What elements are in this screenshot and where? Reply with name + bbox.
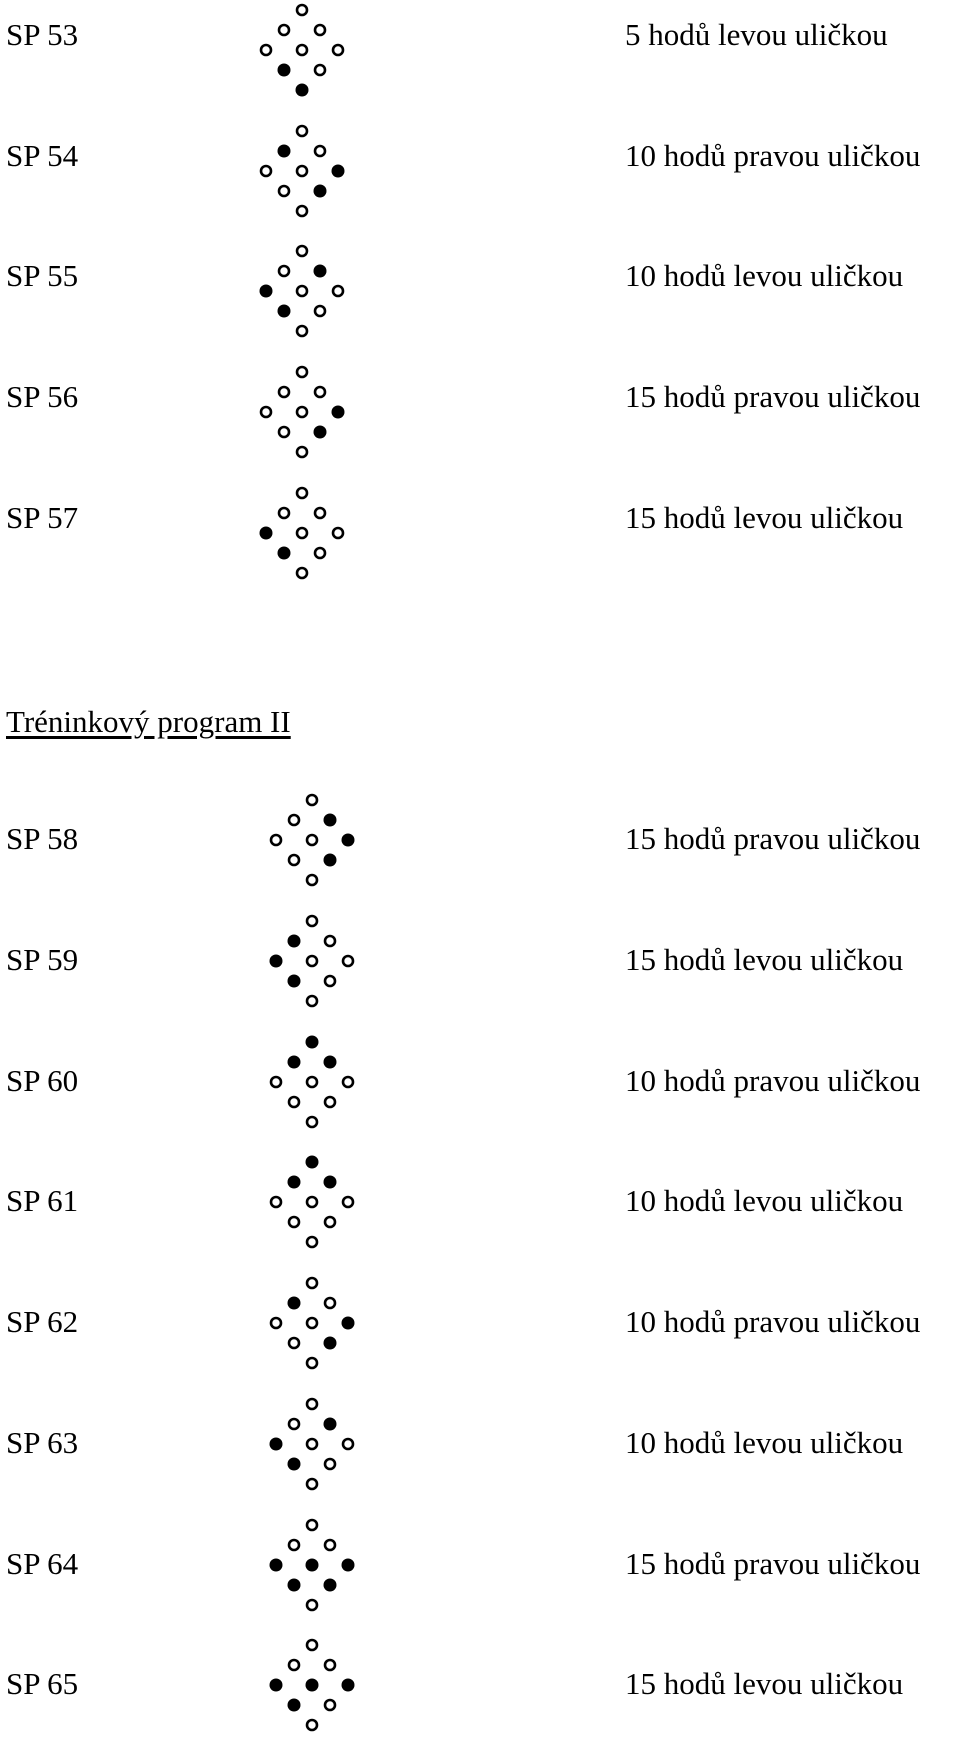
pin-open-right-3 [343,1077,353,1087]
exercise-row [0,1287,960,1397]
pin-open-right-4 [315,548,325,558]
pin-open-left-3 [271,1318,281,1328]
pin-open-right-3 [343,956,353,966]
pin-filled-left-4 [288,1579,301,1592]
exercise-code: SP 60 [6,1063,79,1098]
pin-open-left-2 [279,266,289,276]
pin-open-front [297,488,307,498]
pin-open-right-3 [333,45,343,55]
pin-filled-left-3 [270,1679,283,1692]
pin-open-rear [307,1600,317,1610]
pin-diagram [260,237,380,347]
pin-open-left-3 [261,166,271,176]
pin-open-rear [297,206,307,216]
pin-filled-left-3 [270,1438,283,1451]
pin-open-center-3 [297,407,307,417]
pin-diagram [270,1631,390,1741]
pin-filled-right-2 [314,265,327,278]
pin-open-left-4 [279,427,289,437]
pin-open-rear [307,996,317,1006]
pin-open-left-2 [279,387,289,397]
pin-open-center-3 [297,45,307,55]
exercise-code: SP 57 [6,500,79,535]
exercise-code: SP 62 [6,1304,79,1339]
pin-diagram [270,1028,390,1138]
pin-filled-left-4 [278,64,291,77]
exercise-code: SP 63 [6,1425,79,1460]
pin-diagram [260,0,380,106]
pin-open-center-3 [307,835,317,845]
pin-filled-left-3 [260,285,273,298]
pin-open-right-4 [325,976,335,986]
pin-filled-center-3 [306,1679,319,1692]
pin-open-center-3 [307,1077,317,1087]
exercise-row [0,121,960,231]
pin-open-front [297,5,307,15]
exercise-description: 10 hodů pravou uličkou [625,1063,921,1098]
pin-open-right-2 [315,508,325,518]
exercise-code: SP 65 [6,1666,79,1701]
pin-open-right-2 [325,936,335,946]
pin-filled-right-3 [342,1317,355,1330]
pin-filled-left-2 [288,1176,301,1189]
exercise-code: SP 54 [6,138,79,173]
pin-open-right-2 [325,1298,335,1308]
pin-filled-right-4 [324,1579,337,1592]
pin-open-left-3 [271,1077,281,1087]
pin-open-right-4 [325,1217,335,1227]
exercise-description: 10 hodů levou uličkou [625,1425,904,1460]
pin-filled-left-3 [270,1559,283,1572]
pin-open-rear [297,447,307,457]
pin-open-rear [307,1720,317,1730]
pin-filled-right-3 [342,834,355,847]
exercise-row [0,804,960,914]
pin-open-front [307,1399,317,1409]
pin-open-rear [307,1358,317,1368]
pin-open-right-4 [325,1097,335,1107]
pin-filled-right-4 [314,185,327,198]
pin-filled-left-3 [270,955,283,968]
pin-diagram [260,117,380,227]
pin-open-center-3 [297,286,307,296]
exercise-description: 10 hodů pravou uličkou [625,1304,921,1339]
pin-open-right-3 [343,1439,353,1449]
pin-open-left-2 [279,25,289,35]
exercise-description: 15 hodů pravou uličkou [625,821,921,856]
exercise-row [0,241,960,351]
pin-open-right-4 [325,1700,335,1710]
exercise-description: 10 hodů levou uličkou [625,1183,904,1218]
pin-open-right-4 [315,65,325,75]
pin-open-rear [307,875,317,885]
pin-open-left-4 [289,1338,299,1348]
exercise-row [0,483,960,593]
pin-open-left-2 [289,815,299,825]
pin-open-right-2 [315,146,325,156]
pin-filled-left-4 [288,975,301,988]
exercise-row [0,362,960,472]
pin-open-front [307,1520,317,1530]
pin-open-left-3 [271,835,281,845]
pin-open-rear [307,1479,317,1489]
pin-open-rear [297,568,307,578]
pin-diagram [270,786,390,896]
exercise-description: 15 hodů levou uličkou [625,500,904,535]
exercise-description: 5 hodů levou uličkou [625,17,888,52]
pin-open-rear [307,1117,317,1127]
exercise-row [0,0,960,110]
pin-open-center-3 [307,1318,317,1328]
pin-open-right-3 [343,1197,353,1207]
pin-open-right-4 [315,306,325,316]
pin-filled-left-2 [288,1297,301,1310]
pin-filled-right-4 [324,1337,337,1350]
exercise-description: 15 hodů pravou uličkou [625,1546,921,1581]
pin-open-left-2 [289,1540,299,1550]
pin-open-right-2 [315,25,325,35]
pin-diagram [270,907,390,1017]
exercise-row [0,1166,960,1276]
pin-filled-right-2 [324,1418,337,1431]
pin-diagram [260,479,380,589]
exercise-description: 15 hodů pravou uličkou [625,379,921,414]
pin-open-right-3 [333,286,343,296]
pin-open-right-2 [325,1540,335,1550]
pin-open-center-3 [297,528,307,538]
pin-diagram [270,1148,390,1258]
pin-open-front [307,916,317,926]
pin-filled-center-3 [306,1559,319,1572]
pin-open-right-4 [325,1459,335,1469]
pin-open-right-2 [325,1660,335,1670]
training-program-heading: Tréninkový program II [6,704,291,739]
pin-open-center-3 [297,166,307,176]
pin-open-front [307,1278,317,1288]
pin-filled-left-2 [288,1056,301,1069]
pin-open-left-2 [289,1660,299,1670]
exercise-row [0,1046,960,1156]
exercise-code: SP 55 [6,258,79,293]
pin-filled-left-3 [260,527,273,540]
exercise-code: SP 61 [6,1183,79,1218]
exercise-code: SP 56 [6,379,79,414]
pin-open-left-4 [289,1097,299,1107]
pin-diagram [270,1269,390,1379]
pin-filled-right-2 [324,1176,337,1189]
exercise-description: 15 hodů levou uličkou [625,1666,904,1701]
pin-diagram [260,358,380,468]
pin-open-left-4 [289,855,299,865]
pin-filled-right-2 [324,814,337,827]
pin-filled-left-4 [288,1699,301,1712]
pin-open-left-3 [261,45,271,55]
pin-filled-left-4 [278,305,291,318]
pin-open-front [297,126,307,136]
pin-open-front [307,1640,317,1650]
pin-diagram [270,1390,390,1500]
pin-filled-right-3 [342,1679,355,1692]
pin-open-front [307,795,317,805]
pin-filled-right-3 [332,165,345,178]
pin-filled-left-2 [288,935,301,948]
pin-open-left-3 [271,1197,281,1207]
pin-open-center-3 [307,1197,317,1207]
pin-filled-left-4 [278,547,291,560]
pin-open-front [297,246,307,256]
pin-filled-left-2 [278,145,291,158]
exercise-row [0,1529,960,1639]
pin-open-left-4 [289,1217,299,1227]
exercise-row [0,925,960,1035]
pin-open-rear [297,326,307,336]
pin-open-center-3 [307,956,317,966]
pin-filled-right-4 [324,854,337,867]
exercise-row [0,1649,960,1759]
pin-open-rear [307,1237,317,1247]
pin-open-center-3 [307,1439,317,1449]
exercise-description: 15 hodů levou uličkou [625,942,904,977]
pin-open-right-2 [315,387,325,397]
pin-filled-left-4 [288,1458,301,1471]
pin-filled-rear [296,84,309,97]
pin-filled-right-2 [324,1056,337,1069]
exercise-code: SP 53 [6,17,79,52]
pin-open-front [297,367,307,377]
exercise-code: SP 64 [6,1546,79,1581]
exercise-description: 10 hodů pravou uličkou [625,138,921,173]
pin-filled-right-4 [314,426,327,439]
pin-diagram [270,1511,390,1621]
pin-filled-front [306,1036,319,1049]
pin-open-left-2 [289,1419,299,1429]
exercise-code: SP 59 [6,942,79,977]
pin-open-right-3 [333,528,343,538]
pin-filled-front [306,1156,319,1169]
pin-open-left-3 [261,407,271,417]
pin-filled-right-3 [342,1559,355,1572]
pin-open-left-2 [279,508,289,518]
pin-filled-right-3 [332,406,345,419]
exercise-code: SP 58 [6,821,79,856]
exercise-row [0,1408,960,1518]
exercise-description: 10 hodů levou uličkou [625,258,904,293]
pin-open-left-4 [279,186,289,196]
